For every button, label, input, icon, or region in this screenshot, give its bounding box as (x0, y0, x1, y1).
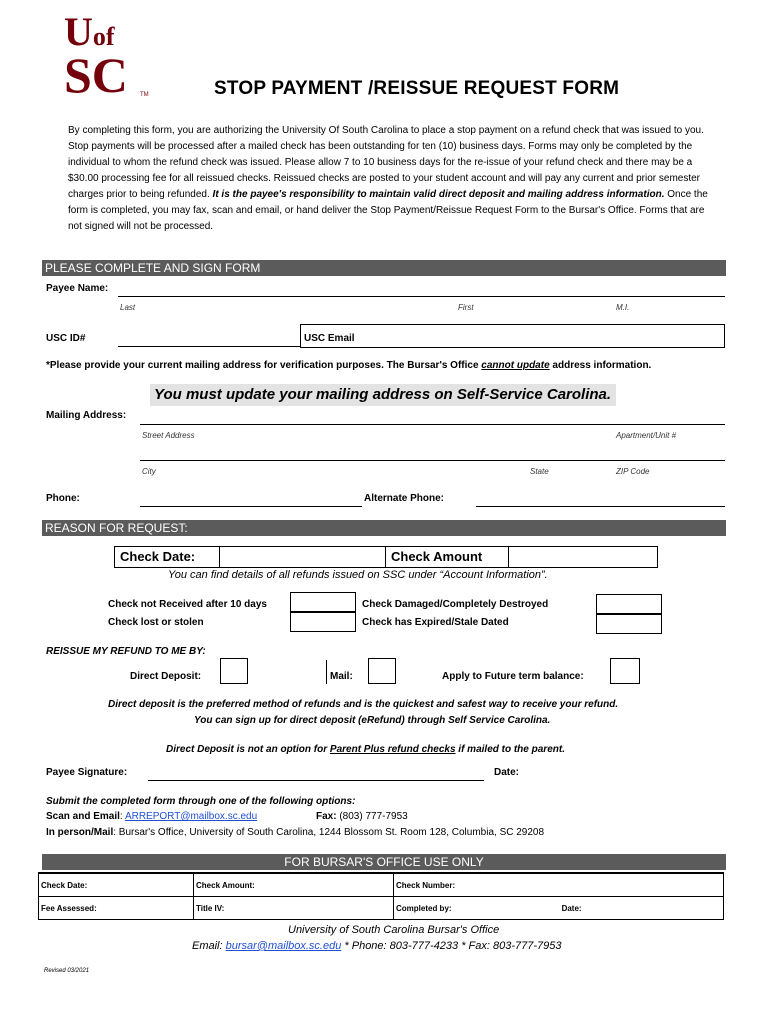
last-name-caption: Last (120, 303, 136, 312)
street-caption: Street Address (142, 431, 195, 440)
not-received-label: Check not Received after 10 days (108, 599, 267, 610)
alt-phone-line[interactable] (476, 506, 725, 507)
check-amount-input[interactable] (508, 546, 658, 568)
damaged-label: Check Damaged/Completely Destroyed (362, 599, 549, 610)
mi-caption: M.I. (616, 303, 630, 312)
office-check-date: Check Date: (39, 873, 194, 897)
scan-email-line: Scan and Email: ARREPORT@mailbox.sc.edu (46, 811, 258, 822)
future-term-label: Apply to Future term balance: (442, 671, 584, 682)
signature-line[interactable] (148, 780, 484, 781)
alt-phone-label: Alternate Phone: (364, 493, 445, 504)
damaged-checkbox[interactable] (596, 594, 662, 614)
direct-deposit-label: Direct Deposit: (130, 671, 202, 682)
logo-u: Uof (64, 9, 115, 54)
payee-name-line[interactable] (118, 296, 725, 297)
reissue-by-label: REISSUE MY REFUND TO ME BY: (46, 646, 206, 657)
phone-label: Phone: (46, 493, 80, 504)
usc-email-field[interactable] (300, 324, 725, 348)
payee-name-label: Payee Name: (46, 283, 109, 294)
address-note: *Please provide your current mailing address for verification purposes. The Bursar's Office cannot update address information. (46, 360, 652, 371)
mail-checkbox[interactable] (368, 658, 396, 684)
dd-preferred-note: Direct deposit is the preferred method of refunds and is the quickest and safest way to receive your refund. (108, 699, 619, 710)
usc-logo (64, 9, 156, 104)
lost-stolen-label: Check lost or stolen (108, 617, 204, 628)
in-person-line: In person/Mail: Bursar's Office, University of South Carolina, 1244 Blossom St. Room 128, Columbia, SC 29208 (46, 827, 545, 838)
dd-signup-note: You can sign up for direct deposit (eRefund) through Self Service Carolina. (194, 715, 551, 726)
direct-deposit-checkbox[interactable] (220, 658, 248, 684)
office-check-number: Check Number: (394, 873, 724, 897)
not-received-checkbox[interactable] (290, 592, 356, 612)
fax-line: Fax: (803) 777-7953 (316, 811, 408, 822)
apt-caption: Apartment/Unit # (616, 431, 677, 440)
section-header-reason: REASON FOR REQUEST: (42, 520, 726, 536)
check-date-label: Check Date: (120, 549, 196, 564)
usc-email-label: USC Email (304, 333, 355, 344)
street-address-line[interactable] (140, 424, 725, 425)
office-use-table (38, 872, 724, 920)
logo-tm: TM (140, 92, 149, 98)
intro-paragraph: By completing this form, you are authorizing the University Of South Carolina to place a stop payment on a refund check that was issued to you. Stop payments will be processed after a mailed check has been outstanding for ten (10) business days. Forms may only be completed by the individual to whom the refund check was issued. Please allow 7 to 10 business days for the re-issue of your refund check and there may be a $30.00 processing fee for all reissued checks. Reissued checks are posted to your student account and will pay any current and prior semester charges prior to being refunded. It is the payee's responsibility to maintain valid direct deposit and mailing address information. Once the form is completed, you may fax, scan and email, or hand deliver the Stop Payment/Reissue Request Form to the Bursar's Office. Forms that are not signed will not be processed. (68, 125, 708, 232)
city-line[interactable] (140, 460, 725, 461)
office-title-iv: Title IV: (194, 897, 394, 920)
refund-details-note: You can find details of all refunds issued on SSC under “Account Information”. (168, 569, 548, 581)
footer-org: University of South Carolina Bursar's Office (288, 924, 500, 936)
scan-email-link[interactable]: ARREPORT@mailbox.sc.edu (124, 811, 258, 822)
parent-plus-note: Direct Deposit is not an option for Parent Plus refund checks if mailed to the parent. (166, 744, 565, 755)
first-name-caption: First (458, 303, 474, 312)
revised-date: Revised 03/2021 (44, 968, 90, 974)
logo-sc: SC (64, 47, 128, 103)
footer-email-link[interactable]: bursar@mailbox.sc.edu (225, 940, 342, 952)
section-header-complete: PLEASE COMPLETE AND SIGN FORM (42, 260, 726, 276)
update-address-banner: You must update your mailing address on Self-Service Carolina. (150, 384, 616, 406)
signature-label: Payee Signature: (46, 767, 128, 778)
signature-date-label: Date: (494, 767, 520, 778)
office-check-amount: Check Amount: (194, 873, 394, 897)
expired-label: Check has Expired/Stale Dated (362, 617, 509, 628)
expired-checkbox[interactable] (596, 614, 662, 634)
state-caption: State (530, 467, 549, 476)
check-amount-label: Check Amount (391, 549, 483, 564)
office-use-header: FOR BURSAR'S OFFICE USE ONLY (42, 854, 726, 870)
mail-label: Mail: (330, 671, 353, 682)
form-title: STOP PAYMENT /REISSUE REQUEST FORM (214, 78, 620, 99)
phone-line[interactable] (140, 506, 362, 507)
submit-options-heading: Submit the completed form through one of the following options: (46, 796, 356, 807)
future-term-checkbox[interactable] (610, 658, 640, 684)
usc-id-field[interactable] (118, 346, 300, 347)
office-completed-by: Completed by: Date: (394, 897, 724, 920)
footer-contact: Email: bursar@mailbox.sc.edu * Phone: 803-777-4233 * Fax: 803-777-7953 (192, 940, 562, 952)
zip-caption: ZIP Code (616, 467, 650, 476)
usc-id-label: USC ID# (46, 333, 86, 344)
office-fee-assessed: Fee Assessed: (39, 897, 194, 920)
mailing-address-label: Mailing Address: (46, 410, 127, 421)
lost-stolen-checkbox[interactable] (290, 612, 356, 632)
check-date-input[interactable] (219, 546, 386, 568)
city-caption: City (142, 467, 156, 476)
mail-divider (326, 660, 327, 684)
